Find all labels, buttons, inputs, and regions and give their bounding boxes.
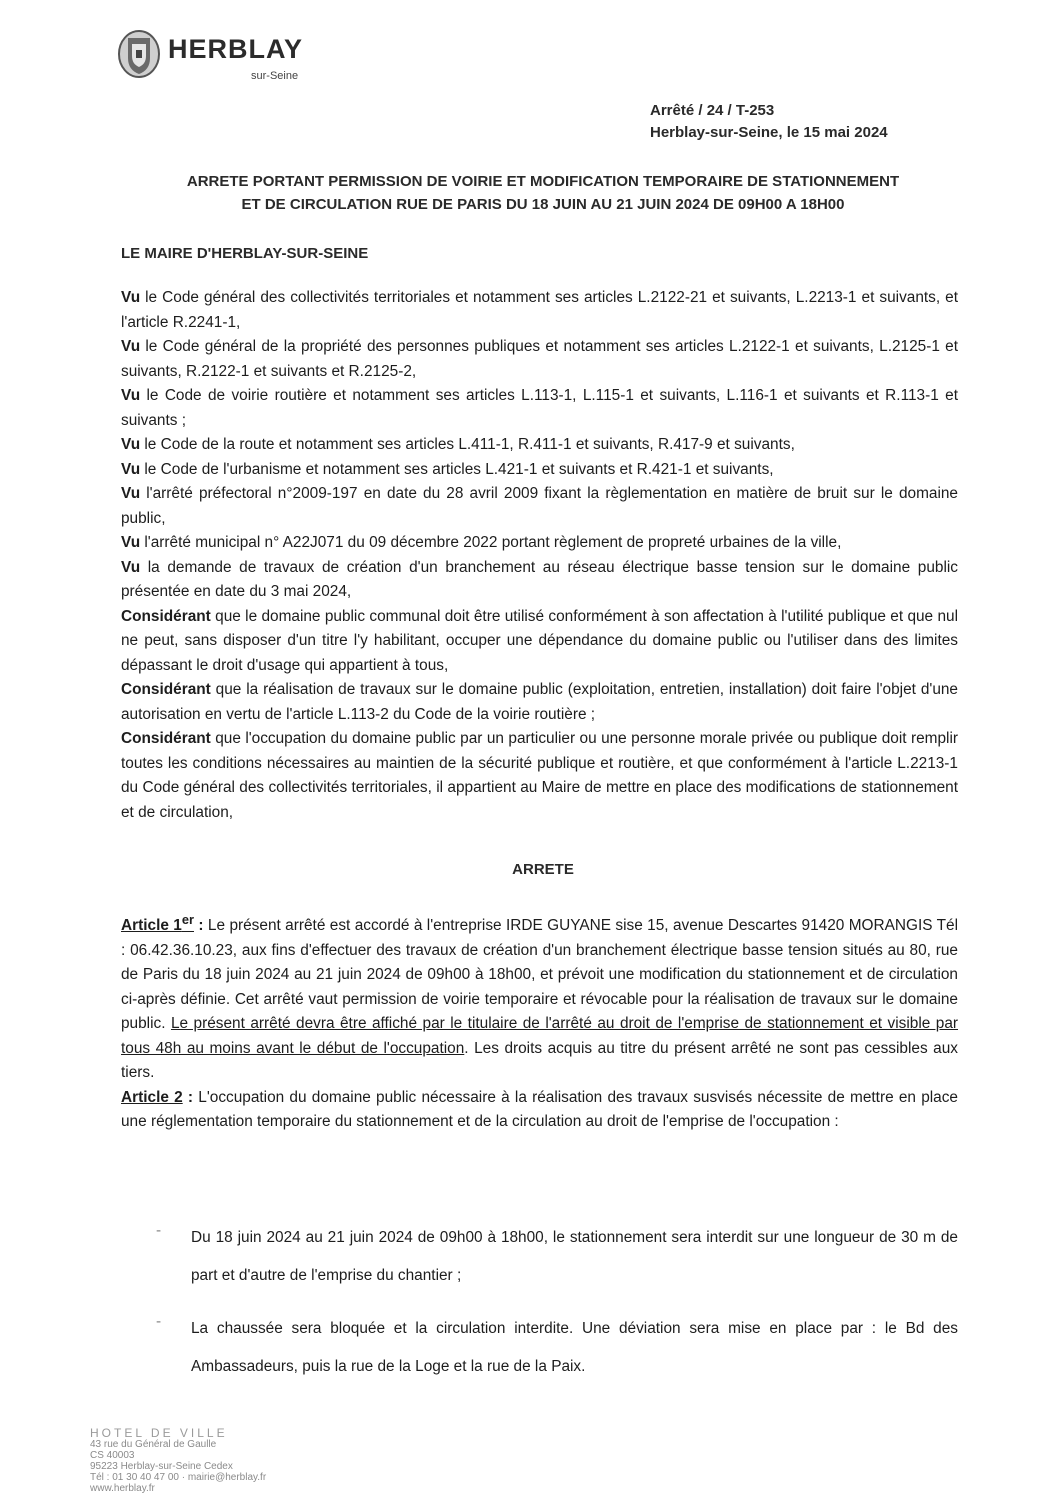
consideration-item [121, 384, 958, 433]
footer-line: www.herblay.fr [90, 1483, 155, 1494]
section-heading: ARRETE [512, 861, 574, 878]
consideration-item [121, 335, 958, 384]
consideration-item [121, 482, 958, 531]
consideration-text: le Code de voirie routière et notamment ses articles L.113-1, L.115-1 et suivants, L.116-1 et suivants et R.113-1 et suivants ; [121, 387, 958, 429]
decree-number: Arrêté / 24 / T-253 [650, 102, 775, 119]
footer-address [90, 1428, 266, 1494]
article-1-colon: : [194, 917, 204, 935]
list-item [156, 1310, 958, 1386]
article-1-label-text: Article 1 [121, 917, 182, 935]
consideration-text: la demande de travaux de création d'un branchement au réseau électrique basse tension sur le domaine public présentée en date du 3 mai 2024, [121, 558, 958, 600]
consideration-item [121, 286, 958, 335]
footer-line: Tél : 01 30 40 47 00 · mairie@herblay.fr [90, 1472, 267, 1483]
title-line-1: ARRETE PORTANT PERMISSION DE VOIRIE ET MODIFICATION TEMPORAIRE DE STATIONNEMENT [186, 173, 900, 190]
consideration-item [121, 605, 958, 679]
list-item-text: Du 18 juin 2024 au 21 juin 2024 de 09h00 à 18h00, le stationnement sera interdit sur une longueur de 30 m de part et d'autre de l'emprise du chantier ; [191, 1229, 958, 1284]
consideration-lead: Vu [121, 485, 141, 502]
article-1-label [121, 912, 194, 935]
consideration-item [121, 556, 958, 605]
articles [121, 908, 958, 1135]
consideration-text: le Code général des collectivités territoriales et notamment ses articles L.2122-21 et suivants, L.2213-1 et suivants, et l'article R.2241-1, [121, 289, 958, 331]
decree-place-date: Herblay-sur-Seine, le 15 mai 2024 [650, 124, 888, 141]
consideration-text: l'arrêté préfectoral n°2009-197 en date du 28 avril 2009 fixant la règlementation en matière de bruit sur le domaine public, [121, 485, 958, 527]
decree-title [100, 170, 986, 216]
article-2 [121, 1086, 958, 1135]
title-line-2: ET DE CIRCULATION RUE DE PARIS DU 18 JUIN AU 21 JUIN 2024 DE 09H00 A 18H00 [241, 196, 845, 213]
consideration-text: que le domaine public communal doit être utilisé conformément à son affectation à l'utilité publique et que nul ne peut, sans disposer d'un titre l'y habilitant, occuper une dépendance du domaine public ou l'utiliser dans des limites dépassant le droit d'usage qui appartient à tous, [121, 607, 958, 674]
bullet-marker: - [156, 1313, 162, 1330]
decree-reference [650, 100, 888, 144]
consideration-item [121, 458, 958, 483]
consideration-lead: Vu [121, 534, 141, 551]
footer-line: CS 40003 [90, 1450, 135, 1461]
consideration-lead: Vu [121, 289, 141, 306]
article-1-end: . Les droits acquis au titre du présent arrêté ne sont pas cessibles aux tiers. [121, 1039, 959, 1082]
consideration-text: le Code de la route et notamment ses articles L.411-1, R.411-1 et suivants, R.417-9 et suivants, [140, 436, 795, 453]
logo-name: HERBLAY [168, 34, 304, 64]
consideration-lead: Vu [121, 338, 141, 355]
consideration-text: le Code général de la propriété des personnes publiques et notamment ses articles L.2122-1 et suivants, L.2125-1 et suivants, R.2122-1 et suivants et R.2125-2, [121, 338, 958, 380]
consideration-item [121, 727, 958, 825]
list-item-text: La chaussée sera bloquée et la circulation interdite. Une déviation sera mise en place par : le Bd des Ambassadeurs, puis la rue de la Loge et la rue de la Paix. [191, 1320, 958, 1375]
bullet-marker: - [156, 1222, 162, 1239]
consideration-lead: Vu [121, 387, 141, 404]
city-crest-icon [116, 28, 162, 80]
consideration-lead: Vu [121, 460, 141, 478]
article-1-superscript: er [181, 912, 194, 927]
consideration-lead: Vu [121, 436, 141, 453]
consideration-text: que la réalisation de travaux sur le domaine public (exploitation, entretien, installation) doit faire l'objet d'une autorisation en vertu de l'article L.113-2 du Code de la voirie routière ; [121, 681, 958, 723]
article-2-colon: : [182, 1088, 194, 1106]
consideration-text: que l'occupation du domaine public par un particulier ou une personne morale privée ou publique doit remplir toutes les conditions nécessaires au maintien de la sécurité publique et routière, et que conformément à l'article L.2213-1 du Code général des collectivités territoriales, il appartient au Maire de mettre en place des modifications de stationnement et de circulation, [121, 730, 958, 821]
consideration-item [121, 433, 958, 458]
measures-list [156, 1219, 958, 1401]
article-1-display-notice: Le présent arrêté devra être affiché par le titulaire de l'arrêté au droit de l'emprise de stationnement et visible par tous 48h au moins avant le début de l'occupation [121, 1015, 959, 1057]
footer-line: 43 rue du Général de Gaulle [90, 1439, 217, 1450]
consideration-text: le Code de l'urbanisme et notamment ses articles L.421-1 et suivants et R.421-1 et suivants, [140, 460, 774, 478]
consideration-lead: Vu [121, 558, 141, 576]
article-2-label: Article 2 [121, 1088, 183, 1106]
consideration-text: l'arrêté municipal n° A22J071 du 09 décembre 2022 portant règlement de propreté urbaines de la ville, [140, 534, 842, 551]
consideration-lead: Considérant [121, 730, 211, 747]
consideration-item [121, 678, 958, 727]
footer-line: HOTEL DE VILLE [90, 1426, 228, 1440]
article-1-text: Le présent arrêté est accordé à l'entreprise IRDE GUYANE sise 15, avenue Descartes 91420 MORANGIS Tél : 06.42.36.10.23, aux fins d'effectuer des travaux de création d'un branchement électrique basse tension situés au 80, rue de Paris du 18 juin 2024 au 21 juin 2024 de 09h00 à 18h00, et prévoit une modification du stationnement et de circulation ci-après définie. Cet arrêté vaut permission de voirie temporaire et révocable pour la réalisation de travaux sur le domaine public. [121, 917, 958, 1033]
article-1 [121, 908, 958, 1086]
footer-line: 95223 Herblay-sur-Seine Cedex [90, 1461, 233, 1472]
issuer-heading: LE MAIRE D'HERBLAY-SUR-SEINE [121, 245, 369, 262]
city-logo [116, 28, 356, 88]
consideration-lead: Considérant [121, 607, 211, 625]
article-2-text: L'occupation du domaine public nécessaire à la réalisation des travaux susvisés nécessite de mettre en place une réglementation temporaire du stationnement et de la circulation au droit de l'emprise de l'occupation : [121, 1088, 958, 1131]
logo-subtitle: sur-Seine [251, 70, 299, 82]
consideration-item [121, 531, 958, 556]
considerations [121, 286, 958, 825]
consideration-lead: Considérant [121, 681, 211, 698]
list-item [156, 1219, 958, 1295]
